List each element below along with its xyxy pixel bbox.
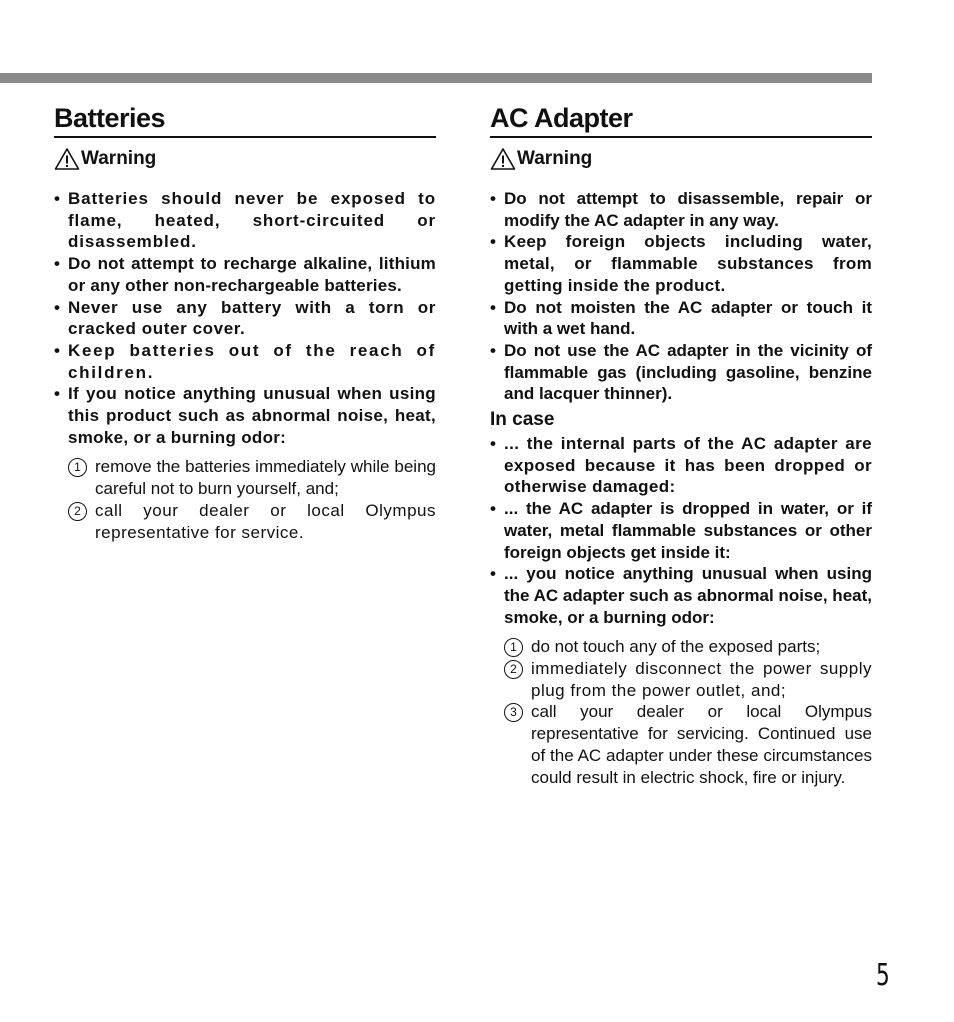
ac-adapter-warning-list <box>490 188 872 405</box>
ac-adapter-steps <box>504 636 872 788</box>
step-item <box>68 456 436 499</box>
section-title-ac-adapter: AC Adapter <box>490 100 872 138</box>
list-item: • Do not moisten the AC adapter or touch it with a wet hand. <box>490 297 872 340</box>
step-number: 2 <box>68 502 87 521</box>
batteries-steps <box>68 456 436 543</box>
step-item <box>504 636 872 658</box>
step-text: call your dealer or local Olympus representative for servicing. Continued use of the AC adapter under these circumstances could result in electric shock, fire or injury. <box>531 702 872 787</box>
warning-label: Warning <box>81 148 157 169</box>
top-rule-bar <box>0 73 872 83</box>
list-item: • Do not attempt to disassemble, repair or modify the AC adapter in any way. <box>490 188 872 231</box>
warning-heading <box>490 146 872 172</box>
step-text: call your dealer or local Olympus representative for service. <box>95 500 436 542</box>
step-number: 2 <box>504 660 523 679</box>
list-item: • If you notice anything unusual when using this product such as abnormal noise, heat, smoke, or a burning odor: <box>54 383 436 448</box>
step-text: do not touch any of the exposed parts; <box>531 637 821 657</box>
step-item <box>504 658 872 701</box>
list-item: • ... the internal parts of the AC adapter are exposed because it has been dropped or otherwise damaged: <box>490 433 872 498</box>
list-item: • Keep batteries out of the reach of children. <box>54 340 436 383</box>
step-item <box>68 500 436 543</box>
in-case-list <box>490 433 872 628</box>
warning-heading <box>54 146 436 172</box>
step-number: 1 <box>68 458 87 477</box>
batteries-warning-list <box>54 188 436 448</box>
step-number: 3 <box>504 703 523 722</box>
list-item: • Do not attempt to recharge alkaline, lithium or any other non-rechargeable batteries. <box>54 253 436 296</box>
list-item: • Never use any battery with a torn or cracked outer cover. <box>54 297 436 340</box>
in-case-heading: In case <box>490 409 555 431</box>
list-item: • ... you notice anything unusual when using the AC adapter such as abnormal noise, heat, smoke, or a burning odor: <box>490 563 872 628</box>
step-text: remove the batteries immediately while being careful not to burn yourself, and; <box>95 457 436 499</box>
batteries-section <box>54 100 436 543</box>
ac-adapter-section <box>490 100 872 788</box>
list-item: • ... the AC adapter is dropped in water, or if water, metal flammable substances or other foreign objects get inside it: <box>490 498 872 563</box>
list-item: • Keep foreign objects including water, metal, or flammable substances from getting inside the product. <box>490 231 872 296</box>
list-item: • Batteries should never be exposed to flame, heated, short-circuited or disassembled. <box>54 188 436 253</box>
step-item <box>504 701 872 788</box>
warning-triangle-icon <box>490 147 516 171</box>
page-number: 5 <box>876 958 890 993</box>
warning-triangle-icon <box>54 147 80 171</box>
step-number: 1 <box>504 638 523 657</box>
step-text: immediately disconnect the power supply plug from the power outlet, and; <box>531 659 872 700</box>
section-title-batteries: Batteries <box>54 100 436 138</box>
warning-label: Warning <box>517 148 593 169</box>
list-item: • Do not use the AC adapter in the vicinity of flammable gas (including gasoline, benzine and lacquer thinner). <box>490 340 872 405</box>
